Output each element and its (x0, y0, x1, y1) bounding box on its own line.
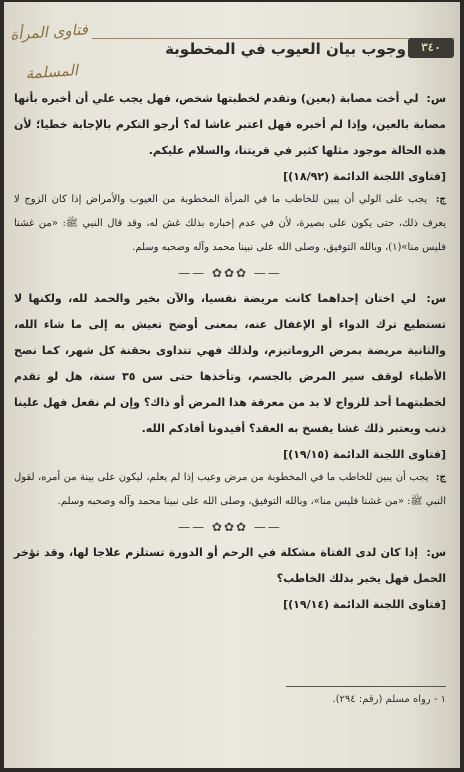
book-logo: فتاوى المرأة المسلمة (9, 20, 89, 83)
answer-1 (14, 188, 446, 260)
answer-marker: ج: (435, 472, 446, 483)
question-marker: س: (426, 292, 446, 305)
question-text: إذا كان لدى الفتاة مشكلة في الرحم أو الدورة تستلزم علاجا لها، وقد تؤخر الحمل فهل يخبر بذلك الخاطب؟ (14, 546, 446, 585)
reference-3: [فتاوى اللجنة الدائمة (١٩/١٤)] (283, 598, 446, 611)
section-divider: —— ✿✿✿ —— (178, 266, 282, 280)
question-3 (14, 540, 446, 592)
footnote: ١ - رواه مسلم (رقم: ٢٩٤). (332, 694, 446, 705)
question-1 (14, 86, 446, 164)
reference-2: [فتاوى اللجنة الدائمة (١٩/١٥)] (283, 448, 446, 461)
question-marker: س: (426, 92, 446, 105)
answer-marker: ج: (435, 194, 446, 205)
answer-text: يجب على الولي أن يبين للخاطب ما في المرأة المخطوبة من العيوب والأمراض إذا كان الزوج لا يعرف ذلك، حتى يكون على بصيرة، لأن في عدم إخباره بذلك غش له، وقد قال النبي ﷺ: «من غشنا فليس منا»(١)، وبالله التوفيق، وصلى الله على نبينا محمد وآله وصحبه وسلم. (14, 194, 446, 253)
reference-1: [فتاوى اللجنة الدائمة (١٨/٩٢)] (283, 170, 446, 183)
question-text: لي أخت مصابة (بعين) وتقدم لخطبتها شخص، فهل يجب علي أن أخبره بأنها مصابة بالعين، وإذا لم أخبره فهل اعتبر غاشا له؟ أرجو التكرم بالإجابة خطيا؛ لأن هذه الحالة موجود مثلها كثير في قريتنا، والسلام عليكم. (14, 92, 446, 157)
question-marker: س: (426, 546, 446, 559)
running-head-rule (92, 8, 454, 39)
question-2 (14, 286, 446, 442)
answer-text: يجب أن يبين للخاطب ما في المخطوبة من مرض وعيب إذا لم يعلم، ليكون على بينة من أمره، لقول النبي ﷺ: «من غشنا فليس منا»، وبالله التوفيق، وصلى الله على نبينا محمد وآله وصحبه وسلم. (14, 472, 446, 507)
page-number-badge: ٣٤٠ (408, 38, 454, 58)
question-text: لي اختان إحداهما كانت مريضة نفسيا، والآن بخير والحمد لله، ولكنها لا تستطيع ترك الدواء أو الإغفال عنه، بمعنى أوضح تعيش به إلى ما شاء الله، والثانية مريضة بمرض الروماتيزم، ولذلك فهي تتداوى بحقنة كل شهر، كما نصح الأطباء لوقف سير المرض بالجسم، وتأخذها حتى سن ٣٥ سنة، هل لو تقدم لخطبتهما أحد للزواج لا بد من معرفة هذا المرض أو ذاك؟ وإن لم نفعل فهل علينا ذنب ويعتبر ذلك غشا يفسخ به العقد؟ أفيدونا أفادكم الله. (14, 292, 446, 435)
page-content (14, 86, 446, 616)
answer-2 (14, 466, 446, 514)
section-divider: —— ✿✿✿ —— (178, 520, 282, 534)
footnote-rule (286, 686, 446, 687)
section-title: وجوب بيان العيوب في المخطوبة (165, 40, 406, 58)
book-page (4, 2, 460, 768)
